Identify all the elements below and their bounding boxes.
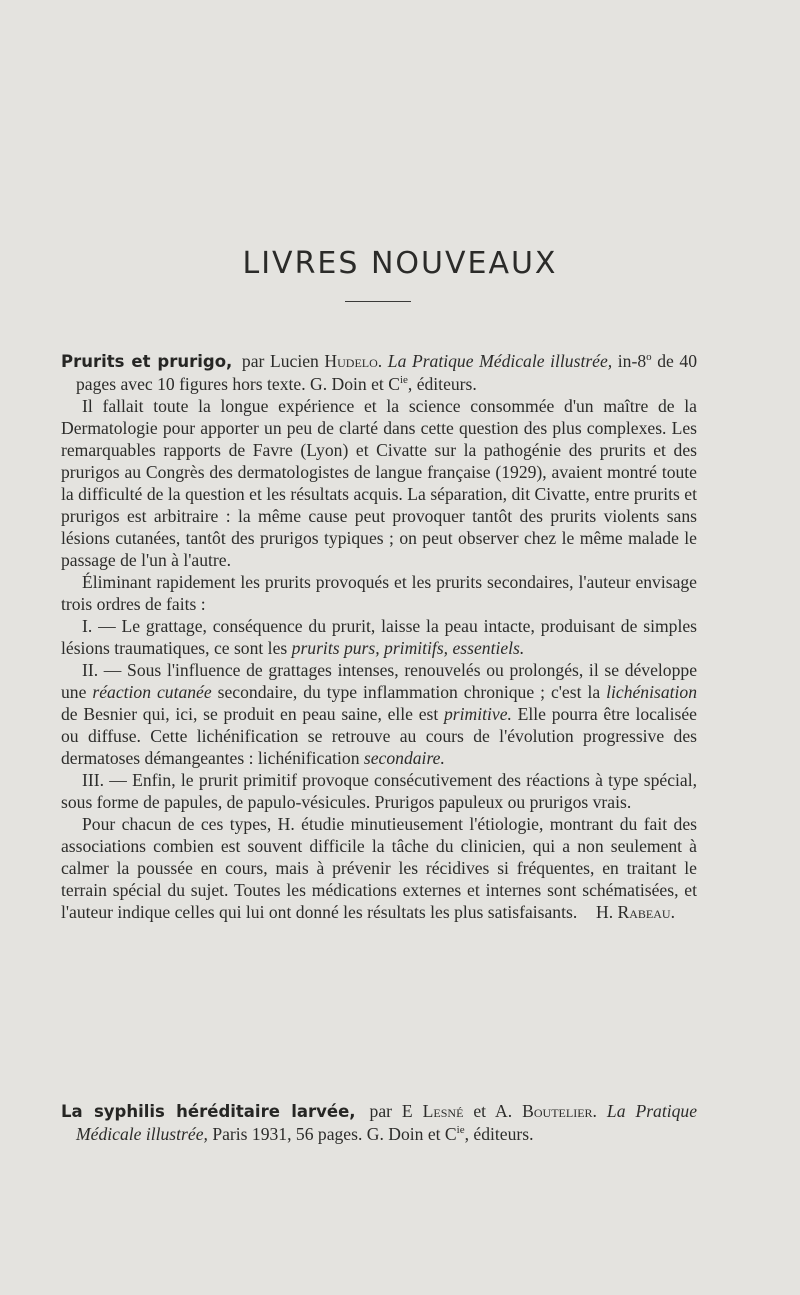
author-name: Hudelo. — [324, 351, 383, 371]
author-name: Lesné — [422, 1101, 464, 1121]
paragraph: I. — Le grattage, conséquence du prurit, laisse la peau intacte, produisant de simples lésions traumatiques, ce sont les prurits purs, primitifs, essentiels. — [61, 616, 697, 658]
paragraph: Éliminant rapidement les prurits provoqués et les prurits secondaires, l'auteur envisage trois ordres de faits : — [61, 572, 697, 614]
review-heading: La syphilis héréditaire larvée, par E Lesné et A. Boutelier. La Pratique Médicale illustrée, Paris 1931, 56 pages. G. Doin et $C^{ie}$, éditeurs. — [61, 1101, 698, 1144]
title-divider — [345, 301, 411, 302]
series-name: La Pratique Médicale illustrée, — [76, 1101, 698, 1144]
paragraph: Pour chacun de ces types, H. étudie minutieusement l'étiologie, montrant du fait des associations combien est souvent difficile la tâche du clinicien, qui a non seulement à calmer la poussée en cours, mais à prévenir les récidives si fréquentes, en traitant le terrain spécial du sujet. Toutes les médications externes et internes sont schématisées, et l'auteur indique celles qui lui ont donné les résultats les plus satisfaisants. — [61, 814, 697, 922]
review-syphilis — [61, 1100, 697, 1145]
paragraph: Il fallait toute la longue expérience et la science consommée d'un maître de la Dermatologie pour apporter un peu de clarté dans cette question des plus complexes. Les remarquables rapports de Favre (Lyon) et Civatte sur la pathogénie des prurits et des prurigos au Congrès des dermatologistes de langue française (1929), avaient montré toute la difficulté de la question et les résultats acquis. La séparation, dit Civatte, entre prurits et prurigos est arbitraire : la même cause peut provoquer tantôt des prurits violents sans lésions cutanées, tantôt des prurigos typiques ; on peut observer chez le même malade le passage de l'un à l'autre. — [61, 396, 697, 570]
author-name: Boutelier. — [522, 1101, 597, 1121]
review-heading: Prurits et prurigo, par Lucien Hudelo. La Pratique Médicale illustrée, in-8$^o$ de 40 pages avec 10 figures hors texte. G. Doin et $C^{ie}$, éditeurs. — [61, 351, 698, 394]
book-title: La syphilis héréditaire larvée, — [61, 1102, 356, 1121]
review-prurits — [61, 350, 697, 923]
page-title: LIVRES NOUVEAUX — [242, 246, 558, 281]
reviewer-signature: H. Rabeau. — [596, 902, 675, 922]
paragraph: III. — Enfin, le prurit primitif provoque consécutivement des réactions à type spécial, sous forme de papules, de papulo-vésicules. Prurigos papuleux ou prurigos vrais. — [61, 770, 697, 812]
paragraph: II. — Sous l'influence de grattages intenses, renouvelés ou prolongés, il se développe une réaction cutanée secondaire, du type inflammation chronique ; c'est la lichénisation de Besnier qui, ici, se produit en peau saine, elle est primitive. Elle pourra être localisée ou diffuse. Cette lichénification se retrouve au cours de l'évolution progressive des dermatoses démangeantes : lichénification secondaire. — [61, 660, 697, 768]
series-name: La Pratique Médicale illustrée, — [387, 351, 613, 371]
book-title: Prurits et prurigo, — [61, 352, 233, 371]
